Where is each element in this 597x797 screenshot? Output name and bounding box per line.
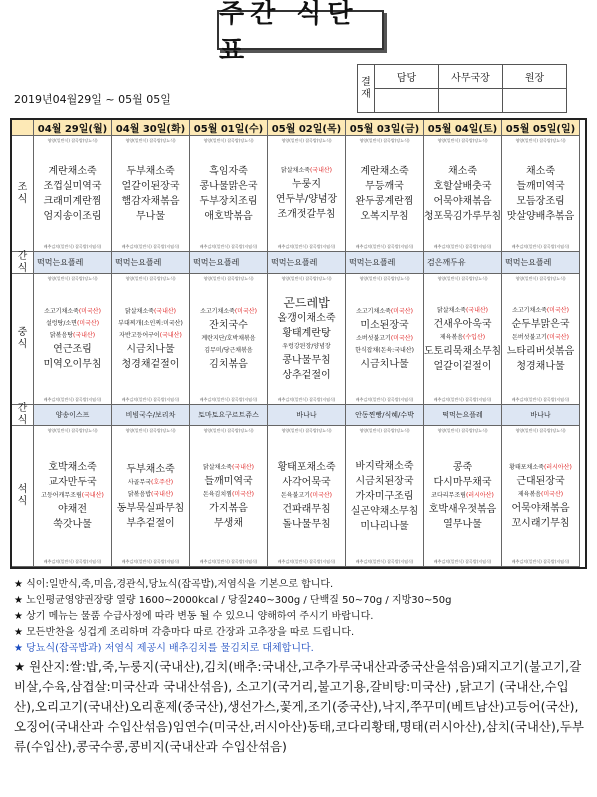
- meal-label: 석 식: [12, 426, 34, 567]
- origin-tag: (국내산): [465, 306, 489, 314]
- menu-cell: [502, 136, 580, 252]
- snack-cell: 떡먹는요플레: [34, 252, 112, 274]
- dish-item: 얼갈이된장국: [121, 180, 180, 192]
- diet-note-bottom: 배추김치(일반식) 잡곡밥(저염식): [355, 244, 414, 249]
- diet-note-bottom: 배추김치(일반식) 잡곡밥(저염식): [199, 244, 258, 249]
- dish-item: 가지볶음: [209, 502, 248, 514]
- origin-tag: (미국산): [390, 308, 413, 315]
- dish-list: [278, 433, 336, 559]
- diet-note-top: 영양(일반식) 잡곡밥(당뇨식): [281, 138, 332, 143]
- diet-note-bottom: 배추김치(일반식) 잡곡밥(저염식): [199, 559, 258, 564]
- approval-sign-manager[interactable]: [439, 89, 503, 113]
- dish-item: 닭살채소죽(국내산): [280, 167, 333, 174]
- dish-item: 크래미계란찜: [43, 195, 102, 207]
- dish-item: 들깨미역국: [516, 180, 565, 192]
- snack-cell: 떡먹는요플레: [502, 252, 580, 274]
- origin-tag: (국내산): [73, 332, 96, 339]
- diet-note-top: 영양(일반식) 잡곡밥(당뇨식): [125, 138, 176, 143]
- dish-list: [122, 143, 180, 244]
- diet-note-top: 영양(일반식) 잡곡밥(당뇨식): [515, 276, 566, 281]
- approval-header-staff: 담당: [375, 65, 439, 89]
- menu-cell: [112, 426, 190, 567]
- note-line: ★ 식이:일반식,죽,미음,경관식,당뇨식(잡곡밥),저염식을 기본으로 합니다.: [14, 579, 334, 590]
- origin-tag: (수입산): [463, 333, 486, 341]
- dish-list: [424, 143, 501, 244]
- dish-item: 바지락채소죽: [355, 460, 414, 472]
- dish-item: 쑥갓나물: [53, 519, 92, 530]
- dish-item: 흑임자죽: [209, 165, 248, 177]
- meal-label: 중 식: [12, 274, 34, 405]
- origin-tag: (미국산): [78, 308, 101, 315]
- menu-cell: [268, 274, 346, 405]
- meal-label: 간 식: [12, 405, 34, 426]
- diet-note-top: 영양(일반식) 잡곡밥(당뇨식): [125, 428, 176, 433]
- note-line: ★ 상기 메뉴는 물품 수급사정에 따라 변동 될 수 있으니 양해하여 주시기 바랍니다.: [14, 611, 374, 622]
- origin-tag: (미국산): [234, 308, 257, 315]
- dish-item: 코다리무조림(러시아산): [431, 492, 494, 499]
- dish-item: 어묵야채볶음: [511, 502, 570, 514]
- approval-sign-staff[interactable]: [375, 89, 439, 113]
- dish-list: [41, 433, 104, 559]
- dish-item: 두부채소죽: [126, 463, 175, 475]
- dish-item: 황태포채소죽: [277, 462, 336, 473]
- dish-item: 두부장치조림: [199, 195, 258, 207]
- dish-item: 닭살채소죽(국내산): [202, 463, 255, 471]
- dish-item: 시금치나물: [360, 359, 409, 370]
- dish-item: 계란지단/호박채볶음: [201, 335, 256, 342]
- dish-item: 완두콩계란찜: [355, 195, 414, 207]
- dish-item: 조껍실미역국: [43, 180, 102, 192]
- diet-note-top: 영양(일반식) 잡곡밥(당뇨식): [203, 138, 254, 143]
- diet-note-bottom: 배추김치(일반식) 잡곡밥(저염식): [277, 397, 336, 402]
- snack-cell: 떡먹는요플레: [268, 252, 346, 274]
- dish-item: 제육볶음(수입산): [439, 333, 486, 341]
- dish-item: 야채전: [58, 504, 87, 515]
- menu-cell: [268, 426, 346, 567]
- notes: [14, 577, 584, 757]
- dish-item: 얼갈이겉절이: [433, 360, 492, 372]
- dish-item: 상추겉절이: [282, 369, 331, 381]
- dish-item: 호박채소죽: [48, 462, 97, 473]
- snack-cell: 양송이스프: [34, 405, 112, 426]
- menu-cell: [502, 274, 580, 405]
- diet-note-bottom: 배추김치(일반식) 잡곡밥(저염식): [121, 244, 180, 249]
- dish-item: 닭살채소죽(국내산): [436, 306, 489, 314]
- note-line: ★ 당뇨식(잡곡밥과) 저염식 제공시 배추김치를 물김치로 대체합니다.: [14, 643, 314, 654]
- diet-note-bottom: 배추김치(일반식) 잡곡밥(저염식): [355, 397, 414, 402]
- dish-item: 무생채: [214, 517, 243, 529]
- dish-list: [355, 281, 414, 397]
- origin-tag: (미국산): [541, 490, 564, 498]
- dish-list: [118, 281, 183, 397]
- menu-grid: [10, 118, 587, 569]
- diet-note-bottom: 배추김치(일반식) 잡곡밥(저염식): [511, 397, 570, 402]
- menu-cell: [424, 136, 502, 252]
- diet-note-top: 영양(일반식) 잡곡밥(당뇨식): [437, 428, 488, 433]
- dish-item: 시금치된장국: [355, 475, 414, 487]
- origin-tag: (미국산): [76, 320, 100, 327]
- diet-note-top: 영양(일반식) 잡곡밥(당뇨식): [281, 428, 332, 433]
- dish-item: 건파래무침: [282, 504, 331, 515]
- dish-item: 소고기채소죽(미국산): [200, 308, 257, 315]
- date-range: 2019년04월29일 ~ 05월 05일: [14, 93, 171, 106]
- origin-tag: (미국산): [546, 333, 569, 341]
- dish-list: [507, 281, 575, 397]
- dish-item: 열무나물: [443, 519, 482, 530]
- dish-list: [509, 433, 572, 559]
- dish-item: 햄감자채볶음: [121, 195, 180, 207]
- dish-list: [429, 433, 497, 559]
- dish-item: 돈육불고기(미국산): [280, 492, 333, 499]
- diet-note-top: 영양(일반식) 잡곡밥(당뇨식): [437, 276, 488, 281]
- dish-list: [276, 143, 337, 244]
- meal-label: 간 식: [12, 252, 34, 274]
- dish-item: 황태계란탕: [282, 327, 331, 339]
- dish-item: 돈육김치찜(미국산): [202, 490, 255, 498]
- dish-item: 곤드레밥: [283, 295, 330, 310]
- menu-cell: [346, 426, 424, 567]
- dish-item: 고등어캐무조림(국내산): [41, 492, 104, 499]
- dish-item: 두부채소죽: [126, 165, 175, 177]
- dish-item: 소고기채소죽(미국산): [512, 306, 569, 314]
- diet-note-bottom: 배추김치(일반식) 잡곡밥(저염식): [277, 559, 336, 564]
- dish-item: 콩죽: [452, 462, 473, 473]
- origin-tag: (미국산): [231, 490, 255, 498]
- dish-item: 시금치나물: [126, 344, 175, 355]
- dish-item: 청경채겉절이: [121, 359, 180, 370]
- diet-note-bottom: 배추김치(일반식) 잡곡밥(저염식): [121, 559, 180, 564]
- menu-cell: [346, 274, 424, 405]
- dish-item: 실곤약채소무침: [350, 505, 419, 517]
- dish-list: [351, 433, 419, 559]
- day-header: 04월 29일(월): [34, 120, 112, 136]
- menu-cell: [268, 136, 346, 252]
- diet-note-top: 영양(일반식) 잡곡밥(당뇨식): [47, 138, 98, 143]
- dish-item: 미나리나물: [360, 520, 409, 532]
- snack-cell: 바나나: [502, 405, 580, 426]
- dish-item: 동부묵실파무침: [116, 502, 185, 514]
- approval-table: [357, 64, 567, 113]
- dish-item: 김무미/당근채볶음: [204, 347, 253, 354]
- diet-note-bottom: 배추김치(일반식) 잡곡밥(저염식): [433, 397, 492, 402]
- day-header: 05월 04일(토): [424, 120, 502, 136]
- diet-note-top: 영양(일반식) 잡곡밥(당뇨식): [515, 428, 566, 433]
- origin-tag: (미국산): [309, 492, 333, 499]
- dish-item: 미역오이무침: [43, 359, 102, 370]
- dish-item: 채소죽: [526, 165, 555, 177]
- dish-item: 설렁탕/소면(미국산): [45, 320, 100, 327]
- diet-note-bottom: 배추김치(일반식) 잡곡밥(저염식): [277, 244, 336, 249]
- origin-tag: (국내산): [81, 492, 104, 499]
- dish-item: 닭볶음탕(국내산): [49, 332, 96, 339]
- dish-list: [117, 433, 185, 559]
- diet-note-bottom: 배추김치(일반식) 잡곡밥(저염식): [199, 397, 258, 402]
- snack-cell: 토마토요구르트쥬스: [190, 405, 268, 426]
- dish-item: 콩나물무침: [282, 354, 331, 366]
- dish-item: 잔치국수: [209, 320, 248, 331]
- menu-cell: [112, 274, 190, 405]
- dish-item: 무나물: [136, 210, 165, 222]
- dish-item: 근대된장국: [516, 475, 565, 487]
- menu-cell: [346, 136, 424, 252]
- diet-note-top: 영양(일반식) 잡곡밥(당뇨식): [203, 428, 254, 433]
- origin-tag: (호주산): [151, 478, 174, 486]
- day-header: 04월 30일(화): [112, 120, 190, 136]
- dish-list: [507, 143, 575, 244]
- dish-item: 맛살양배추볶음: [506, 210, 575, 222]
- snack-cell: 안동찐빵/식혜/수박: [346, 405, 424, 426]
- dish-item: 부대찌개(소인찌:미국산): [118, 320, 183, 327]
- dish-item: 채소죽: [448, 165, 477, 177]
- dish-item: 누룽지: [292, 179, 321, 190]
- dish-item: 무등깨국: [365, 180, 404, 192]
- origin-tag: (국내산): [151, 490, 174, 498]
- dish-item: 소고기채소죽(미국산): [356, 308, 413, 315]
- dish-item: 미소된장국: [360, 320, 409, 331]
- menu-cell: [34, 426, 112, 567]
- dish-item: 우렁강된장/양념장: [282, 342, 331, 350]
- dish-item: 부추겉절이: [126, 517, 175, 529]
- dish-list: [356, 143, 414, 244]
- dish-item: 다시마무채국: [433, 477, 492, 488]
- menu-cell: [502, 426, 580, 567]
- dish-item: 연근조림: [53, 344, 92, 355]
- dish-item: 닭볶음밥(국내산): [127, 490, 174, 498]
- dish-item: 청포묵김가루무침: [424, 210, 502, 222]
- diet-note-bottom: 배추김치(일반식) 잡곡밥(저염식): [43, 397, 102, 402]
- menu-cell: [424, 426, 502, 567]
- dish-item: 호할살배춧국: [433, 180, 492, 192]
- dish-item: 한식잡채(돈육:국내산): [355, 347, 414, 354]
- grid-corner: [12, 120, 34, 136]
- dish-item: 올갱이채소죽: [277, 312, 336, 324]
- snack-cell: 떡먹는요플레: [190, 252, 268, 274]
- diet-note-top: 영양(일반식) 잡곡밥(당뇨식): [203, 276, 254, 281]
- origin-note: ★ 원산지:쌀:밥,죽,누룽지(국내산),김치(배추:국내산,고추가루국내산과중국산을섞음)돼지고기(불고기,갈비살,수육,삼겹살:미국산과 국내산섞음), 소고기(국거리,불고기용,갈비탕:미국산) ,닭고기 (국내산,수입산),오리고기(국내산)오리훈제(중국산),생선가스,꽃게,조기(중국산),낙지,쭈꾸미(베트남산)고등어(국산),오징어(국내산과 수입산섞음)임연수(미국산,러시아산)동태,코다리황태,명태(러시아산),삼치(국내산),두부류(수입산),콩국수콩,콩비지(국내산과 수입산섞음): [14, 659, 585, 754]
- diet-note-top: 영양(일반식) 잡곡밥(당뇨식): [281, 276, 332, 281]
- dish-item: 소고기채소죽(미국산): [44, 308, 101, 315]
- menu-cell: [190, 274, 268, 405]
- diet-note-bottom: 배추김치(일반식) 잡곡밥(저염식): [355, 559, 414, 564]
- diet-note-top: 영양(일반식) 잡곡밥(당뇨식): [47, 428, 98, 433]
- snack-cell: 떡먹는요플레: [346, 252, 424, 274]
- dish-item: 사각어묵국: [282, 477, 331, 488]
- diet-note-bottom: 배추김치(일반식) 잡곡밥(저염식): [511, 559, 570, 564]
- diet-note-bottom: 배추김치(일반식) 잡곡밥(저염식): [43, 244, 102, 249]
- diet-note-bottom: 배추김치(일반식) 잡곡밥(저염식): [511, 244, 570, 249]
- diet-note-bottom: 배추김치(일반식) 잡곡밥(저염식): [433, 244, 492, 249]
- diet-note-top: 영양(일반식) 잡곡밥(당뇨식): [47, 276, 98, 281]
- diet-note-bottom: 배추김치(일반식) 잡곡밥(저염식): [433, 559, 492, 564]
- snack-cell: 비빔국수/보리차: [112, 405, 190, 426]
- diet-note-bottom: 배추김치(일반식) 잡곡밥(저염식): [43, 559, 102, 564]
- diet-note-top: 영양(일반식) 잡곡밥(당뇨식): [359, 138, 410, 143]
- dish-list: [278, 281, 336, 397]
- origin-tag: (미국산): [546, 306, 569, 314]
- menu-cell: [34, 274, 112, 405]
- menu-cell: [424, 274, 502, 405]
- dish-list: [44, 281, 102, 397]
- dish-item: 도토리묵채소무침: [424, 345, 502, 357]
- dish-item: 콩나물맑은국: [199, 180, 258, 192]
- dish-item: 황태포채소죽(러시아산): [509, 463, 572, 471]
- approval-label: 결 재: [358, 65, 375, 113]
- dish-item: 닭살채소죽(국내산): [124, 308, 177, 315]
- diet-note-top: 영양(일반식) 잡곡밥(당뇨식): [125, 276, 176, 281]
- dish-item: 돈버섯불고기(미국산): [512, 333, 569, 341]
- origin-tag: (러시아산): [543, 463, 572, 471]
- dish-item: 연두부/양념장: [275, 194, 338, 205]
- origin-tag: (국내산): [309, 167, 333, 174]
- dish-item: 애호박볶음: [204, 210, 253, 222]
- day-header: 05월 03일(금): [346, 120, 424, 136]
- note-line: ★ 모든반찬을 싱겁게 조리하며 각층마다 따로 간장과 고추장을 따로 드립니다.: [14, 627, 355, 638]
- day-header: 05월 02일(목): [268, 120, 346, 136]
- origin-tag: (미국산): [390, 335, 413, 342]
- dish-list: [203, 433, 254, 559]
- snack-cell: 바나나: [268, 405, 346, 426]
- diet-note-top: 영양(일반식) 잡곡밥(당뇨식): [359, 276, 410, 281]
- dish-list: [200, 281, 257, 397]
- dish-item: 꼬시래기무침: [511, 517, 570, 529]
- dish-item: 조개젓갈무침: [277, 209, 336, 220]
- snack-cell: 떡먹는요플레: [424, 405, 502, 426]
- dish-item: 가자미구조림: [355, 490, 414, 502]
- dish-item: 청경채나물: [516, 360, 565, 372]
- diet-note-top: 영양(일반식) 잡곡밥(당뇨식): [437, 138, 488, 143]
- menu-cell: [190, 426, 268, 567]
- dish-item: 건새우아욱국: [433, 318, 492, 330]
- dish-item: 소버섯불고기(미국산): [356, 335, 413, 342]
- dish-item: 엄지송이조림: [43, 210, 102, 222]
- dish-list: [44, 143, 102, 244]
- diet-note-top: 영양(일반식) 잡곡밥(당뇨식): [515, 138, 566, 143]
- dish-item: 호박새우젓볶음: [428, 504, 497, 515]
- dish-item: 순두부맑은국: [511, 318, 570, 330]
- approval-header-manager: 사무국장: [439, 65, 503, 89]
- origin-tag: (국내산): [231, 463, 255, 471]
- dish-list: [424, 281, 501, 397]
- dish-item: 느타리버섯볶음: [506, 345, 575, 357]
- dish-item: 오복지무침: [360, 210, 409, 222]
- page-title: 주간 식단표: [217, 10, 384, 50]
- origin-tag: (국내산): [159, 332, 182, 339]
- approval-sign-director[interactable]: [503, 89, 567, 113]
- dish-item: 교자만두국: [48, 477, 97, 488]
- dish-item: 모듬장조림: [516, 195, 565, 207]
- day-header: 05월 05일(일): [502, 120, 580, 136]
- note-line: ★ 노인평균영양권장량 열량 1600~2000kcal / 당질240~300g / 단백질 50~70g / 지방30~50g: [14, 595, 452, 606]
- menu-cell: [190, 136, 268, 252]
- origin-tag: (러시아산): [465, 492, 494, 499]
- dish-item: 들깨미역국: [204, 475, 253, 487]
- diet-note-bottom: 배추김치(일반식) 잡곡밥(저염식): [121, 397, 180, 402]
- snack-cell: 검은깨두유: [424, 252, 502, 274]
- dish-item: 자반고등어구이(국내산): [119, 332, 182, 339]
- dish-list: [200, 143, 258, 244]
- dish-item: 제육볶음(미국산): [517, 490, 564, 498]
- origin-tag: (국내산): [153, 308, 177, 315]
- dish-item: 사골무국(호주산): [127, 478, 174, 486]
- approval-header-director: 원장: [503, 65, 567, 89]
- meal-label: 조 식: [12, 136, 34, 252]
- dish-item: 어묵야채볶음: [433, 195, 492, 207]
- dish-item: 돌나물무침: [282, 519, 331, 530]
- menu-cell: [112, 136, 190, 252]
- day-header: 05월 01일(수): [190, 120, 268, 136]
- diet-note-top: 영양(일반식) 잡곡밥(당뇨식): [359, 428, 410, 433]
- dish-item: 김치볶음: [209, 359, 248, 370]
- menu-cell: [34, 136, 112, 252]
- dish-item: 계란채소죽: [360, 165, 409, 177]
- dish-item: 계란채소죽: [48, 165, 97, 177]
- snack-cell: 떡먹는요플레: [112, 252, 190, 274]
